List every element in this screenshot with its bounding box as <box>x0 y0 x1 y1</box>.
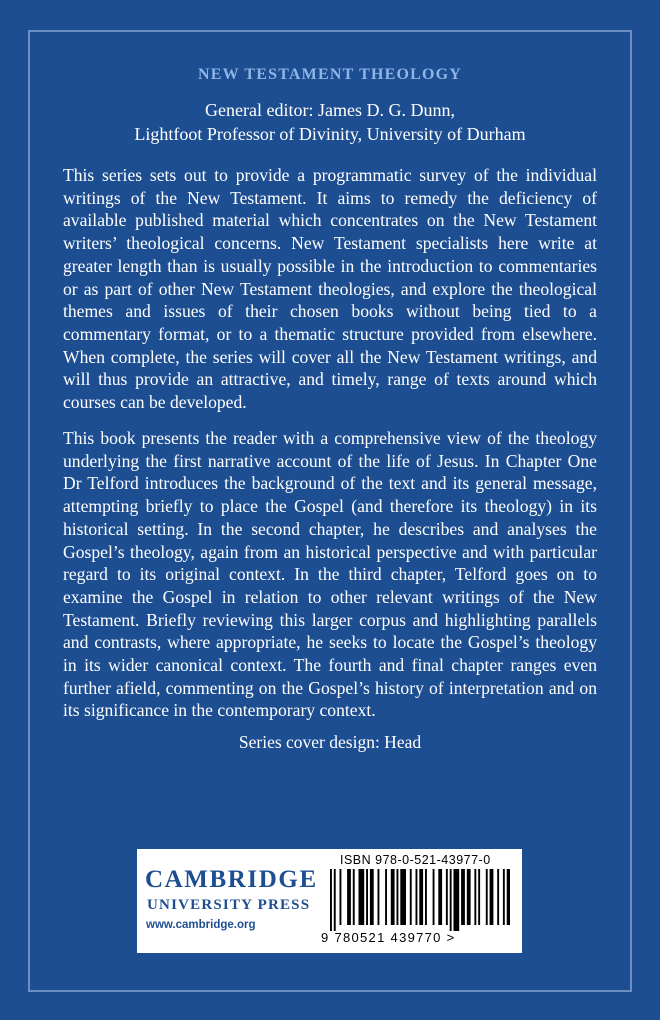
barcode-bar <box>370 869 374 925</box>
barcode-bar <box>347 869 351 925</box>
barcode-bar <box>467 869 471 925</box>
barcode-bar <box>366 869 368 925</box>
barcode-bar <box>419 869 423 925</box>
barcode-number: 9 780521 439770 > <box>321 930 456 945</box>
barcode-icon <box>330 869 510 931</box>
barcode-bar <box>490 869 494 925</box>
barcode-bar <box>353 869 355 925</box>
barcode-bar <box>400 869 406 925</box>
barcode-bar <box>334 869 336 931</box>
publisher-badge <box>137 849 522 953</box>
editor-name: General editor: James D. G. Dunn, <box>205 100 455 120</box>
barcode-bar <box>497 869 499 925</box>
barcode-bar <box>425 869 427 925</box>
barcode-bar <box>446 869 448 925</box>
barcode-bar <box>507 869 510 925</box>
barcode-bar <box>503 869 505 925</box>
publisher-subname: UNIVERSITY PRESS <box>147 897 311 913</box>
barcode-bar <box>391 869 395 925</box>
isbn-label: ISBN 978-0-521-43977-0 <box>340 853 491 867</box>
series-title: NEW TESTAMENT THEOLOGY <box>197 66 463 83</box>
barcode-bar <box>397 869 399 925</box>
barcode-bar <box>410 869 412 925</box>
barcode-bar <box>330 869 332 931</box>
barcode-bar <box>450 869 452 931</box>
publisher-website[interactable]: www.cambridge.org <box>146 919 256 931</box>
barcode-bar <box>486 869 488 925</box>
barcode-bar <box>385 869 387 925</box>
barcode-bar <box>461 869 465 925</box>
barcode-bar <box>416 869 418 925</box>
book-description: This book presents the reader with a comprehensive view of the theology underlying the first narrative account of the life of Jesus. In Chapter One Dr Telford introduces the background of the text and its general message, attempting briefly to place the Gospel (and therefore its theology) in its historical setting. In the second chapter, he describes and analyses the Gospel’s theology, again from an historical perspective and with particular regard to its original context. In the third chapter, Telford goes on to examine the Gospel in relation to other relevant writings of the New Testament. Briefly reviewing this larger corpus and highlighting parallels and contrasts, where appropriate, he seeks to locate the Gospel’s theology in its wider canonical context. The fourth and final chapter ranges even further afield, commenting on the Gospel’s history of interpretation and on its significance in the contemporary context. <box>63 428 597 721</box>
barcode-bar <box>340 869 342 925</box>
series-description: This series sets out to provide a programmatic survey of the individual writings of the New Testament. It aims to remedy the deficiency of available published material which concentrates on the New Testament writers’ theological concerns. New Testament specialists here write at greater length than is usually possible in the introduction to commentaries or as part of other New Testament theologies, and explore the theological themes and issues of their chosen books without being tied to a commentary format, or to a thematic structure provided from elsewhere. When complete, the series will cover all the New Testament writings, and will thus provide an attractive, and timely, range of texts around which courses can be developed. <box>63 165 597 413</box>
barcode-bar <box>474 869 476 925</box>
editor-affiliation: Lightfoot Professor of Divinity, University of Durham <box>134 124 526 144</box>
barcode-bar <box>438 869 442 925</box>
barcode-bar <box>433 869 435 925</box>
barcode-bar <box>454 869 460 931</box>
barcode-bar <box>359 869 365 925</box>
editor-credit <box>0 98 660 146</box>
barcode-bar <box>378 869 380 925</box>
cover-design-credit: Series cover design: Head <box>238 732 422 752</box>
publisher-name: CAMBRIDGE <box>145 866 318 893</box>
barcode-bar <box>478 869 480 925</box>
